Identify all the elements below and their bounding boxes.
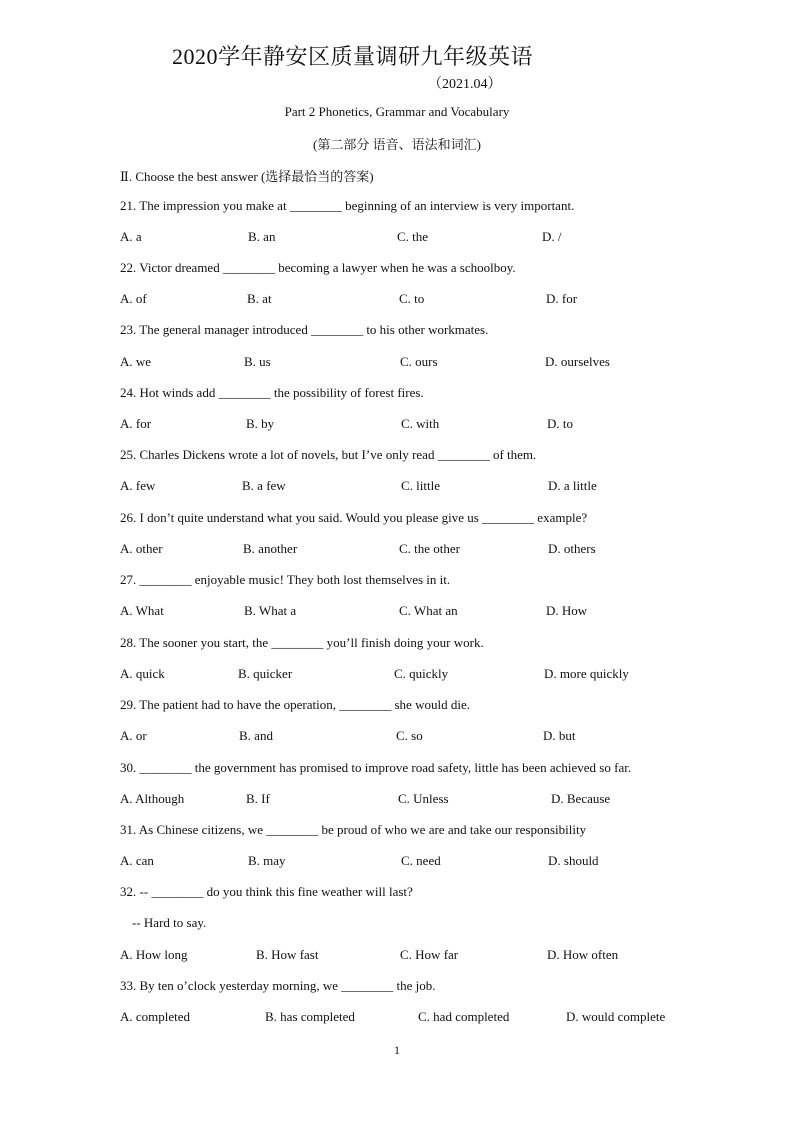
option-c: C. Unless — [398, 791, 449, 806]
question-stem: 21. The impression you make at ________ beginning of an interview is very important. — [120, 198, 575, 213]
option-c: C. How far — [400, 947, 459, 962]
option-c: C. quickly — [394, 666, 449, 681]
option-b: B. another — [243, 541, 298, 556]
option-d: D. would complete — [566, 1009, 666, 1024]
option-c: C. the other — [399, 541, 461, 556]
option-b: B. has completed — [265, 1009, 355, 1024]
option-c: C. little — [401, 478, 440, 493]
option-a: A. Although — [120, 791, 185, 806]
exam-date: （2021.04） — [428, 77, 502, 92]
option-b: B. may — [248, 853, 286, 868]
option-d: D. for — [546, 291, 578, 306]
question-stem: 33. By ten o’clock yesterday morning, we ________ the job. — [120, 978, 436, 993]
option-c: C. What an — [399, 603, 458, 618]
part-heading-english: Part 2 Phonetics, Grammar and Vocabulary — [284, 104, 510, 119]
question-stem: 24. Hot winds add ________ the possibility of forest fires. — [120, 385, 424, 400]
option-a: A. we — [120, 354, 152, 369]
question-stem: 29. The patient had to have the operation, ________ she would die. — [120, 697, 470, 712]
option-d: D. a little — [548, 478, 597, 493]
option-c: C. had completed — [418, 1009, 510, 1024]
option-c: C. so — [396, 728, 423, 743]
option-a: A. few — [120, 478, 156, 493]
question-stem: 31. As Chinese citizens, we ________ be proud of who we are and take our responsibility — [120, 822, 587, 837]
option-d: D. Because — [551, 791, 611, 806]
option-a: A. for — [120, 416, 152, 431]
option-b: B. us — [244, 354, 271, 369]
option-a: A. or — [120, 728, 147, 743]
option-b: B. an — [248, 229, 276, 244]
option-d: D. others — [548, 541, 596, 556]
exam-title: 2020学年静安区质量调研九年级英语 — [172, 44, 534, 69]
option-a: A. other — [120, 541, 163, 556]
option-b: B. a few — [242, 478, 286, 493]
option-d: D. / — [542, 229, 562, 244]
option-c: C. the — [397, 229, 429, 244]
option-a: A. What — [120, 603, 164, 618]
option-b: B. at — [247, 291, 272, 306]
question-stem: 30. ________ the government has promised to improve road safety, little has been achieved so far. — [120, 760, 632, 775]
question-stem: 27. ________ enjoyable music! They both lost themselves in it. — [120, 572, 451, 587]
option-c: C. need — [401, 853, 441, 868]
option-b: B. If — [246, 791, 270, 806]
question-stem: 26. I don’t quite understand what you said. Would you please give us ________ example? — [120, 510, 588, 525]
option-a: A. a — [120, 229, 142, 244]
question-stem: 22. Victor dreamed ________ becoming a lawyer when he was a schoolboy. — [120, 260, 516, 275]
part-heading-chinese: (第二部分 语音、语法和词汇) — [313, 137, 481, 152]
option-d: D. should — [548, 853, 599, 868]
question-stem: 28. The sooner you start, the ________ you’ll finish doing your work. — [120, 635, 484, 650]
option-c: C. with — [401, 416, 440, 431]
option-d: D. to — [547, 416, 573, 431]
option-a: A. can — [120, 853, 154, 868]
option-d: D. How often — [547, 947, 619, 962]
section-heading: Ⅱ. Choose the best answer (选择最恰当的答案) — [120, 169, 374, 184]
option-b: B. How fast — [256, 947, 319, 962]
option-d: D. How — [546, 603, 588, 618]
option-c: C. to — [399, 291, 425, 306]
option-b: B. by — [246, 416, 275, 431]
option-a: A. of — [120, 291, 147, 306]
dialogue-reply: -- Hard to say. — [132, 915, 207, 930]
page-number: 1 — [394, 1043, 400, 1057]
option-c: C. ours — [400, 354, 438, 369]
question-stem: 23. The general manager introduced ________ to his other workmates. — [120, 322, 489, 337]
option-d: D. but — [543, 728, 576, 743]
option-a: A. How long — [120, 947, 188, 962]
option-d: D. more quickly — [544, 666, 629, 681]
option-d: D. ourselves — [545, 354, 610, 369]
option-b: B. quicker — [238, 666, 293, 681]
option-a: A. completed — [120, 1009, 191, 1024]
question-stem: 32. -- ________ do you think this fine weather will last? — [120, 884, 413, 899]
option-b: B. What a — [244, 603, 297, 618]
option-b: B. and — [239, 728, 273, 743]
question-stem: 25. Charles Dickens wrote a lot of novels, but I’ve only read ________ of them. — [120, 447, 537, 462]
option-a: A. quick — [120, 666, 165, 681]
